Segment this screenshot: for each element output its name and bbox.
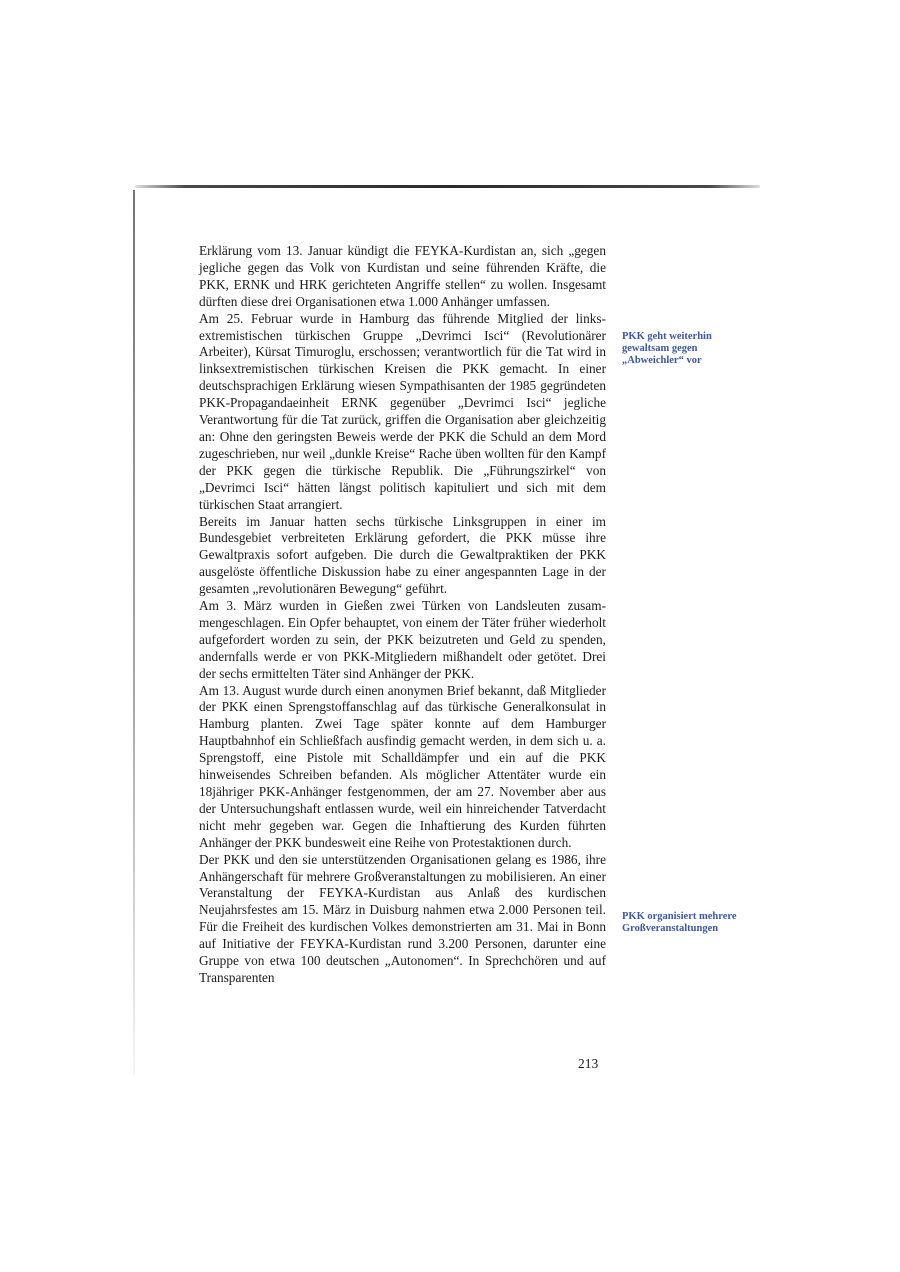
- body-text: [199, 243, 606, 987]
- margin-note: PKK organisiert mehrere Großveranstaltungen: [622, 911, 737, 935]
- page-number: 213: [578, 1056, 599, 1071]
- margin-note: PKK geht weiterhin gewaltsam gegen „Abweichler“ vor: [622, 331, 712, 367]
- paragraph: Bereits im Januar hatten sechs türkische Linksgruppen in einer im Bundesgebiet verbreiteten Erklärung gefordert, die PKK müsse ihre Gewaltpraxis sofort aufgeben. Die durch die Gewaltpraktiken der PKK ausgelöste öffentliche Diskussion habe zu einer angespannten Lage in der gesamten „revolutionären Bewegung“ geführt.: [199, 513, 606, 597]
- paragraph: Am 25. Februar wurde in Hamburg das führende Mitglied der linksextremistischen türkischen Gruppe „Devrimci Isci“ (Revolutionärer Arbeiter), Kürsat Timuroglu, erschossen; verantwortlich für die Tat wird in linksextremistischen türkischen Kreisen die PKK gemacht. In einer deutschsprachigen Erklärung wiesen Sympathisanten der 1985 gegründeten PKK-Propagandaeinheit ERNK gegenüber „Devrimci Isci“ jegliche Verantwortung für die Tat zurück, griffen die Organisation aber gleichzeitig an: Ohne den geringsten Beweis werde der PKK die Schuld an dem Mord zugeschrieben, nur weil „dunkle Kreise“ Rache üben wollten für den Kampf der PKK gegen die türkische Republik. Die „Führungszirkel“ von „Devrimci Isci“ hätten längst politisch kapituliert und sich mit dem türkischen Staat arrangiert.: [199, 310, 606, 512]
- left-rule: [133, 190, 135, 1075]
- paragraph: Am 13. August wurde durch einen anonymen Brief bekannt, daß Mitglieder der PKK einen Sprengstoffanschlag auf das türkische Generalkonsulat in Hamburg planten. Zwei Tage später konnte auf dem Hamburger Hauptbahnhof ein Schließfach ausfindig gemacht werden, in dem sich u. a. Sprengstoff, eine Pistole mit Schalldämpfer und ein auf die PKK hinweisendes Schreiben befanden. Als möglicher Attentäter wurde ein 18jähriger PKK-Anhänger festgenommen, der am 27. November aber aus der Untersuchungshaft entlassen wurde, weil ein hinreichender Tatverdacht nicht mehr gegeben war. Gegen die Inhaftierung des Kurden führten Anhänger der PKK bundesweit eine Reihe von Protestaktionen durch.: [199, 682, 606, 850]
- paragraph: Erklärung vom 13. Januar kündigt die FEYKA-Kurdistan an, sich „gegen jegliche gegen das Volk von Kurdistan und seine führenden Kräfte, die PKK, ERNK und HRK gerichteten Angriffe stellen“ zu wollen. Insgesamt dürften diese drei Organisationen etwa 1.000 Anhänger umfassen.: [199, 243, 606, 309]
- paragraph: Der PKK und den sie unterstützenden Organisationen gelang es 1986, ihre Anhängerschaft für mehrere Großveranstaltungen zu mobilisieren. An einer Veranstaltung der FEYKA-Kurdistan aus Anlaß des kurdischen Neujahrsfestes am 15. März in Duisburg nahmen etwa 2.000 Personen teil. Für die Freiheit des kurdischen Volkes demonstrierten am 31. Mai in Bonn auf Initiative der FEYKA-Kurdistan rund 3.200 Personen, darunter eine Gruppe von etwa 100 deutschen „Autonomen“. In Sprechchören und auf Transparenten: [199, 851, 606, 985]
- paragraph: Am 3. März wurden in Gießen zwei Türken von Landsleuten zusammengeschlagen. Ein Opfer behauptet, von einem der Täter früher wiederholt aufgefordert worden zu sein, der PKK beizutreten und Geld zu spenden, andernfalls werde er von PKK-Mitgliedern mißhandelt oder getötet. Drei der sechs ermittelten Täter sind Anhänger der PKK.: [199, 598, 606, 681]
- top-rule: [135, 185, 760, 188]
